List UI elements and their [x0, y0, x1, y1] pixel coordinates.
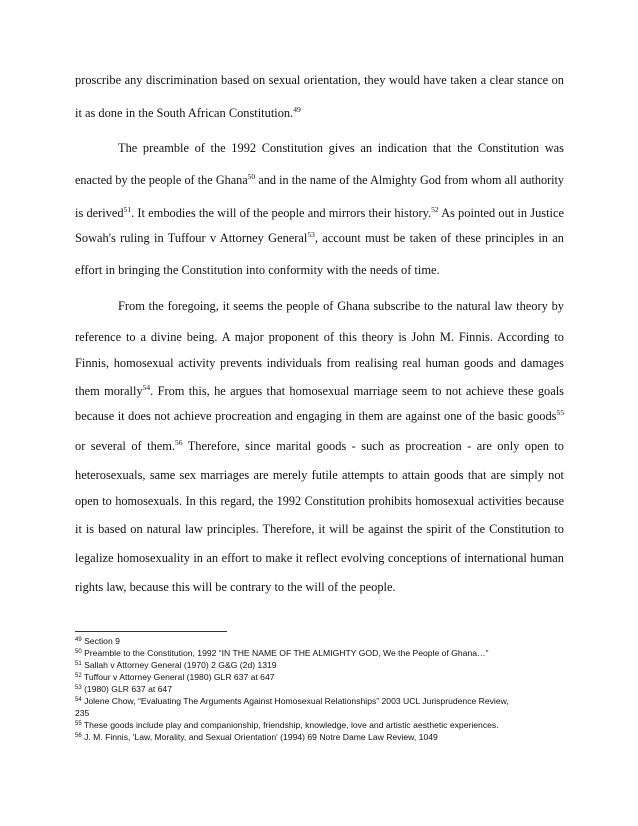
text: Therefore, since marital goods - such as procreation - are only open to	[182, 439, 564, 453]
footnote-ref[interactable]: 56	[175, 438, 183, 447]
body-line-2	[75, 105, 564, 121]
footnote-52	[75, 672, 564, 683]
body-line-15	[75, 493, 564, 509]
text: Sowah's ruling in Tuffour v Attorney General	[75, 231, 308, 245]
footnote-ref[interactable]: 52	[431, 205, 439, 214]
footnote-number: 55	[75, 721, 82, 727]
text: reference to a divine being. A major proponent of this theory is John M. Finnis. According to	[75, 330, 564, 344]
text: proscribe any discrimination based on sexual orientation, they would have taken a clear stance on	[75, 73, 564, 87]
footnote-49	[75, 636, 564, 647]
text: enacted by the people of the Ghana	[75, 173, 248, 187]
body-line-16	[75, 521, 564, 537]
footnote-54	[75, 696, 564, 707]
footnote-51	[75, 660, 564, 671]
body-line-13	[75, 438, 564, 454]
text: and in the name of the Almighty God from whom all authority	[255, 173, 564, 187]
body-line-18	[75, 579, 564, 595]
text: Finnis, homosexual activity prevents individuals from realising real human goods and damages	[75, 356, 564, 370]
footnote-54-continued	[75, 708, 564, 719]
body-line-14	[75, 467, 564, 483]
text: effort in bringing the Constitution into conformity with the needs of time.	[75, 263, 440, 277]
body-line-10	[75, 355, 564, 371]
footnote-text: J. M. Finnis, 'Law, Morality, and Sexual Orientation' (1994) 69 Notre Dame Law Review, 1049	[81, 732, 438, 742]
body-line-8	[118, 298, 564, 314]
text: heterosexuals, same sex marriages are merely futile attempts to attain goods that are simply not	[75, 468, 564, 482]
footnote-text: 235	[75, 708, 90, 718]
footnote-ref[interactable]: 54	[142, 383, 151, 392]
footnote-text: These goods include play and companionship, friendship, knowledge, love and artistic aesthetic experiences.	[81, 720, 499, 730]
footnote-text: Jolene Chow, “Evaluating The Arguments Against Homosexual Relationships” 2003 UCL Jurisprudence Review,	[81, 696, 509, 706]
footnote-text: Sallah v Attorney General (1970) 2 G&G (2d) 1319	[81, 660, 277, 670]
footnote-number: 51	[75, 661, 82, 667]
text: legalize homosexuality in an effort to make it reflect evolving conceptions of international human	[75, 551, 564, 565]
text: . It embodies the will of the people and mirrors their history.	[131, 206, 432, 220]
text: . From this, he argues that homosexual marriage seem to not achieve these goals	[150, 384, 564, 398]
footnote-number: 54	[75, 697, 82, 703]
footnote-ref[interactable]: 53	[307, 230, 315, 239]
text: As pointed out in Justice	[438, 206, 564, 220]
footnote-53	[75, 684, 564, 695]
footnote-ref[interactable]: 50	[247, 172, 256, 181]
footnote-text: (1980) GLR 637 at 647	[81, 684, 172, 694]
body-line-1	[75, 72, 564, 88]
footnote-text: Tuffour v Attorney General (1980) GLR 637 at 647	[81, 672, 275, 682]
body-line-12	[75, 408, 564, 424]
text: or several of them.	[75, 439, 175, 453]
body-line-11	[75, 383, 564, 399]
footnote-separator	[75, 631, 227, 632]
body-line-5	[75, 205, 564, 221]
text: rights law, because this will be contrary to the will of the people.	[75, 580, 396, 594]
footnote-55	[75, 720, 564, 731]
text: open to homosexuals. In this regard, the 1992 Constitution prohibits homosexual activities because	[75, 494, 564, 508]
text: , account must be taken of these principles in an	[314, 231, 564, 245]
footnote-text: Section 9	[81, 636, 120, 646]
text: because it does not achieve procreation and engaging in them are against one of the basic goods	[75, 409, 557, 423]
text: The preamble of the 1992 Constitution gives an indication that the Constitution was	[118, 141, 564, 155]
text: is derived	[75, 206, 124, 220]
footnote-number: 52	[75, 673, 82, 679]
footnote-50	[75, 648, 564, 659]
body-line-17	[75, 550, 564, 566]
text: From the foregoing, it seems the people of Ghana subscribe to the natural law theory by	[118, 299, 564, 313]
footnote-number: 56	[75, 733, 82, 739]
body-line-3	[118, 140, 564, 156]
text: it is based on natural law principles. Therefore, it will be against the spirit of the Constitution to	[75, 522, 564, 536]
text: them morally	[75, 384, 143, 398]
footnote-56	[75, 732, 564, 743]
footnote-ref[interactable]: 55	[556, 408, 564, 417]
footnote-number: 50	[75, 649, 82, 655]
footnote-ref[interactable]: 49	[293, 105, 301, 114]
body-line-6	[75, 230, 564, 246]
body-line-7	[75, 262, 564, 278]
body-line-4	[75, 172, 564, 188]
text: it as done in the South African Constitution.	[75, 106, 294, 120]
footnote-number: 53	[75, 685, 82, 691]
footnote-ref[interactable]: 51	[123, 205, 132, 214]
body-line-9	[75, 329, 564, 345]
footnote-text: Preamble to the Constitution, 1992 “IN THE NAME OF THE ALMIGHTY GOD, We the People of Ghana…”	[81, 648, 489, 658]
footnote-number: 49	[75, 637, 82, 643]
